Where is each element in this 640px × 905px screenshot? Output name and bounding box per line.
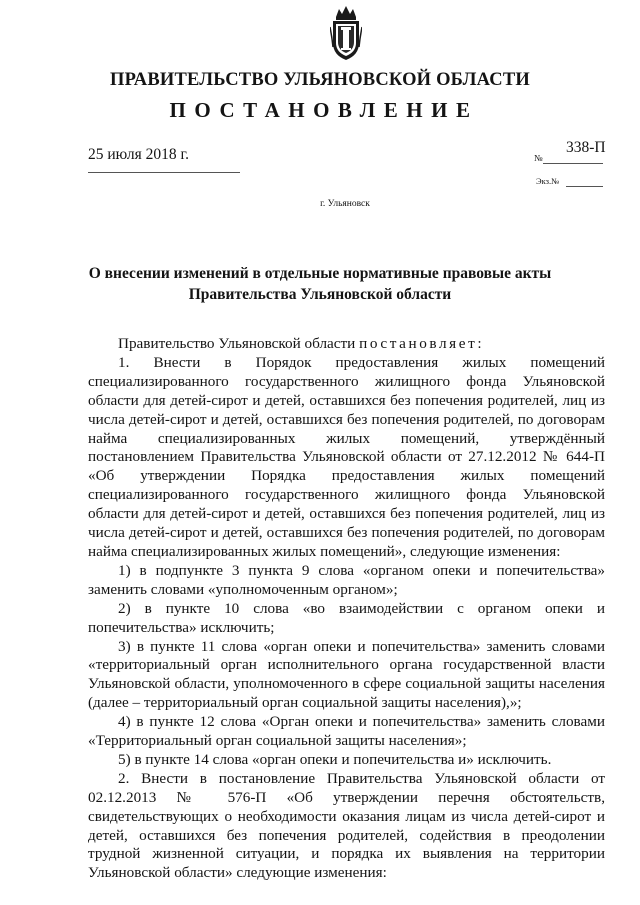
preamble-end: : <box>477 335 482 352</box>
number-underline <box>543 163 603 164</box>
title-line-2: Правительства Ульяновской области <box>188 286 452 303</box>
preamble <box>88 335 605 354</box>
paragraph-1-4: 4) в пункте 12 слова «Орган опеки и попечительства» заменить словами «Территориальный орган социальной защиты населения»; <box>88 713 605 750</box>
date-underline <box>88 172 240 173</box>
paragraph-1-2: 2) в пункте 10 слова «во взаимодействии с органом опеки и попечительства» исключить; <box>88 599 605 636</box>
copy-number-label: Экз.№ <box>536 176 560 186</box>
document-date: 25 июля 2018 г. <box>88 146 189 163</box>
copy-number-underline <box>566 186 603 187</box>
paragraph-1: 1. Внести в Порядок предоставления жилых помещений специализированного государственного жилищного фонда Ульяновской области для детей-сирот и детей, оставшихся без попечения родителей, лиц из числа детей-сирот и детей, оставшихся без попечения родителей, по договорам найма специализированных жилых помещений, утверждённый постановлением Правительства Ульяновской области от 27.12.2012 № 644-П «Об утверждении Порядка предоставления жилых помещений специализированного государственного жилищного фонда Ульяновской области для детей-сирот и детей, оставшихся без попечения родителей, лиц из числа детей-сирот и детей, оставшихся без попечения родителей, по договорам найма специализированных жилых помещений», следующие изменения: <box>88 353 605 560</box>
document-number: 338-П <box>566 139 606 156</box>
coat-of-arms-emblem <box>330 3 362 63</box>
title-line-1: О внесении изменений в отдельные нормативные правовые акты <box>88 265 552 282</box>
document-type: ПОСТАНОВЛЕНИЕ <box>169 98 479 122</box>
document-title <box>0 263 640 305</box>
paragraph-2: 2. Внести в постановление Правительства Ульяновской области от 02.12.2013 № 576-П «Об утверждении перечня обстоятельств, свидетельствующих о необходимости оказания лицам из числа детей-сирот и детей, оставшихся без попечения родителей, содействия в преодолении трудной жизненной ситуации, и порядка их выявления на территории Ульяновской области» следующие изменения: <box>88 769 605 882</box>
government-name: ПРАВИТЕЛЬСТВО УЛЬЯНОВСКОЙ ОБЛАСТИ <box>110 70 530 90</box>
paragraph-1-3: 3) в пункте 11 слова «орган опеки и попечительства» заменить словами «территориальный орган исполнительного органа государственной власти Ульяновской области, уполномоченного в сфере социальной защиты населения (далее – территориальный орган социальной защиты населения),»; <box>88 637 605 712</box>
preamble-verb: постановляет <box>359 335 478 352</box>
document-body <box>88 335 605 883</box>
city: г. Ульяновск <box>320 199 370 209</box>
preamble-start: Правительство Ульяновской области <box>118 335 360 352</box>
paragraph-1-5: 5) в пункте 14 слова «орган опеки и попечительства и» исключить. <box>118 750 552 768</box>
paragraph-1-1: 1) в подпункте 3 пункта 9 слова «органом опеки и попечительства» заменить словами «уполномоченным органом»; <box>88 561 605 598</box>
number-label: № <box>534 153 543 163</box>
